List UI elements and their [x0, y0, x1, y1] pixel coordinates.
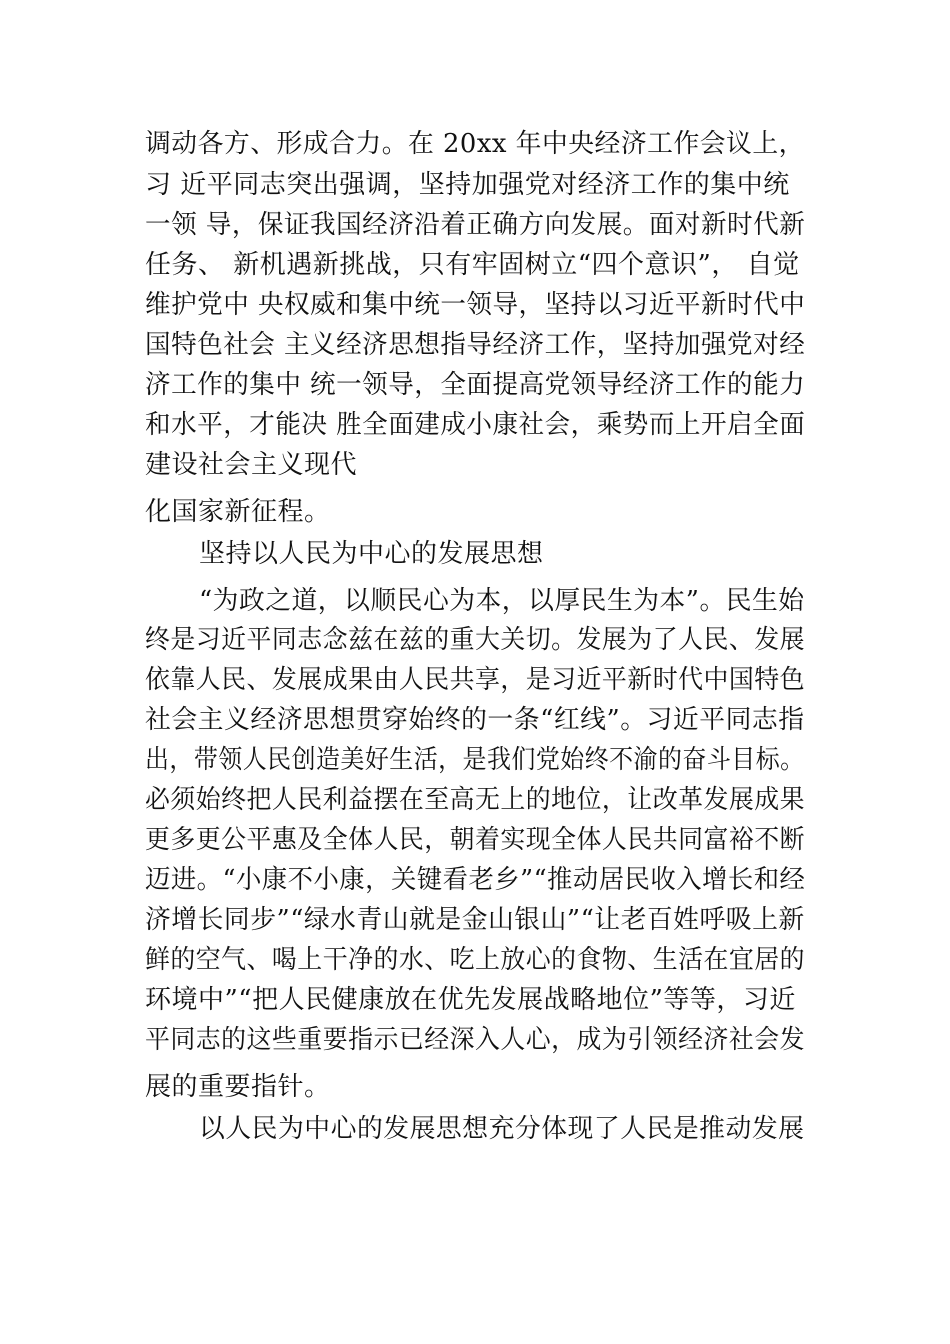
text-line: 维护党中 央权威和集中统一领导，坚持以习近平新时代中: [145, 290, 806, 320]
text-line: 化国家新征程。: [145, 497, 331, 527]
text-line: “为政之道，以顺民心为本，以厚民生为本”。民生始: [199, 586, 805, 616]
text-line: 迈进。“小康不小康，关键看老乡”“推动居民收入增长和经: [145, 865, 806, 895]
text-line: 和水平，才能决 胜全面建成小康社会，乘势而上开启全面: [145, 410, 806, 440]
text-line: 鲜的空气、喝上干净的水、吃上放心的食物、生活在宜居的: [145, 945, 806, 975]
text-line: 平同志的这些重要指示已经深入人心，成为引领经济社会发: [145, 1025, 806, 1055]
text-line: 必须始终把人民利益摆在至高无上的地位，让改革发展成果: [145, 785, 806, 815]
section-heading: 坚持以人民为中心的发展思想: [199, 539, 544, 569]
text-line: 习 近平同志突出强调，坚持加强党对经济工作的集中统: [145, 170, 790, 200]
text-line: 以人民为中心的发展思想充分体现了人民是推动发展: [199, 1114, 805, 1144]
text-line: 济工作的集中 统一领导，全面提高党领导经济工作的能力: [145, 370, 806, 400]
text-line: 环境中”“把人民健康放在优先发展战略地位”等等，习近: [145, 985, 796, 1015]
text-line: 国特色社会 主义经济思想指导经济工作，坚持加强党对经: [145, 330, 806, 360]
text-line: 社会主义经济思想贯穿始终的一条“红线”。习近平同志指: [145, 705, 805, 735]
text-line: 依靠人民、发展成果由人民共享，是习近平新时代中国特色: [145, 665, 806, 695]
text-line: 任务、 新机遇新挑战，只有牢固树立“四个意识”， 自觉: [145, 250, 800, 280]
text-line: 出，带领人民创造美好生活，是我们党始终不渝的奋斗目标。: [145, 745, 805, 775]
text-line: 更多更公平惠及全体人民，朝着实现全体人民共同富裕不断: [145, 825, 806, 855]
text-line: 建设社会主义现代: [145, 450, 358, 480]
text-line: 展的重要指针。: [145, 1072, 331, 1102]
text-line: 一领 导，保证我国经济沿着正确方向发展。面对新时代新: [145, 210, 806, 240]
text-line: 济增长同步”“绿水青山就是金山银山”“让老百姓呼吸上新: [145, 905, 805, 935]
text-line: 终是习近平同志念兹在兹的重大关切。发展为了人民、发展: [145, 625, 806, 655]
text-line: 调动各方、形成合力。在 20xx 年中央经济工作会议上，: [145, 129, 805, 159]
